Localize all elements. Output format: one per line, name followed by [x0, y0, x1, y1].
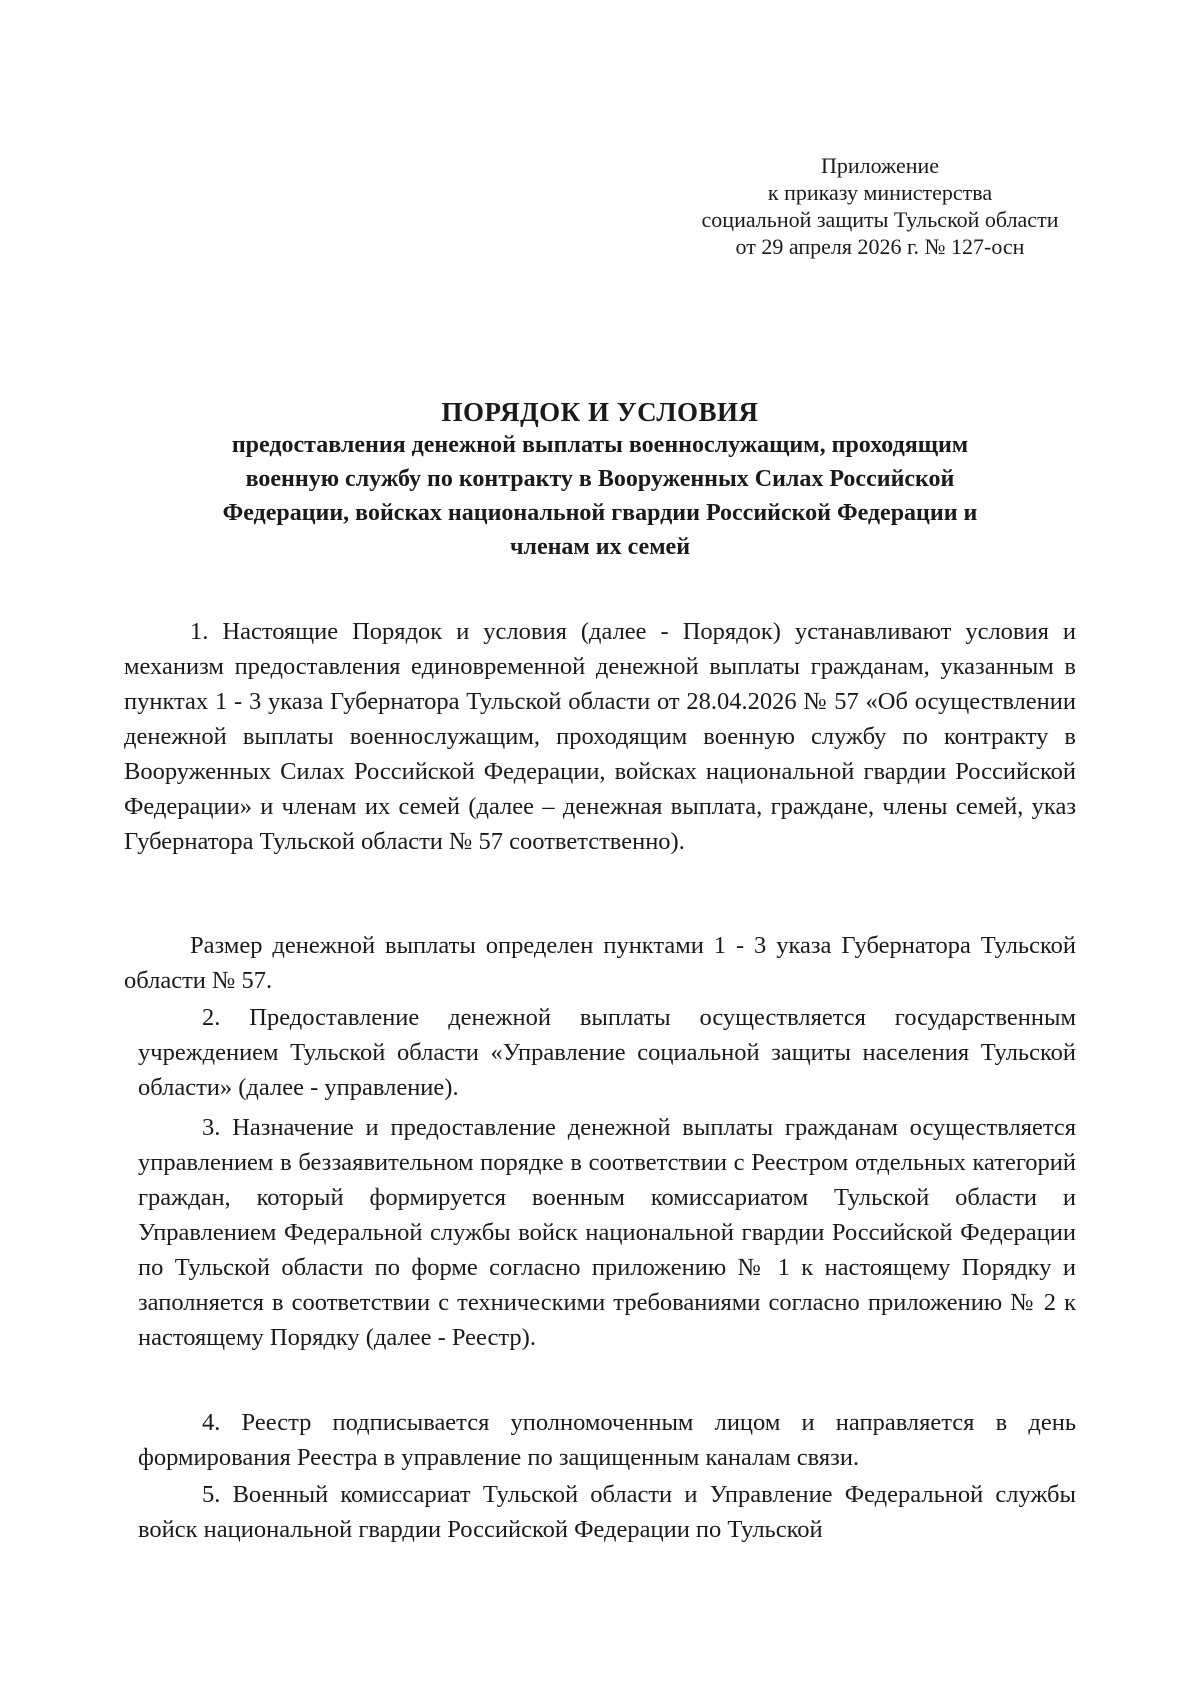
title-sub-line: военную службу по контракту в Вооруженных Силах Российской [245, 466, 955, 492]
title-sub-line: членам их семей [509, 534, 691, 560]
paragraph-1-size [124, 928, 1076, 998]
appendix-line-3: социальной защиты Тульской области [701, 207, 1059, 232]
appendix-header [660, 152, 1100, 260]
paragraph-2 [138, 1000, 1076, 1105]
paragraph-1-text: 1. Настоящие Порядок и условия (далее - Порядок) устанавливают условия и механизм предоставления единовременной денежной выплаты гражданам, указанным в пунктах 1 - 3 указа Губернатора Тульской области от 28.04.2026 № 57 «Об осуществлении денежной выплаты военнослужащим, проходящим военную службу по контракту в Вооруженных Силах Российской Федерации, войсках национальной гвардии Российской Федерации» и членам их семей (далее – денежная выплата, граждане, члены семей, указ Губернатора Тульской области № 57 соответственно). [124, 618, 1076, 855]
paragraph-5-text: 5. Военный комиссариат Тульской области и Управление Федеральной службы войск национальной гвардии Российской Федерации по Тульской [138, 1481, 1076, 1543]
paragraph-2-text: 2. Предоставление денежной выплаты осуществляется государственным учреждением Тульской области «Управление социальной защиты населения Тульской области» (далее - управление). [138, 1004, 1076, 1101]
paragraph-3-text: 3. Назначение и предоставление денежной выплаты гражданам осуществляется управлением в беззаявительном порядке в соответствии с Реестром отдельных категорий граждан, который формируется военным комиссариатом Тульской области и Управлением Федеральной службы войск национальной гвардии Российской Федерации по Тульской области по форме согласно приложению № 1 к настоящему Порядку и заполняется в соответствии с техническими требованиями согласно приложению № 2 к настоящему Порядку (далее - Реестр). [138, 1114, 1076, 1351]
paragraph-5 [138, 1477, 1076, 1547]
title-main: ПОРЯДОК И УСЛОВИЯ [441, 397, 759, 427]
paragraph-3 [138, 1110, 1076, 1355]
title-sub-line: предоставления денежной выплаты военнослужащим, проходящим [231, 432, 969, 458]
appendix-line-2: к приказу министерства [767, 180, 993, 205]
paragraph-4 [138, 1405, 1076, 1475]
title-sub-line: Федерации, войсках национальной гвардии Российской Федерации и [222, 500, 978, 526]
paragraph-1-size-text: Размер денежной выплаты определен пунктами 1 - 3 указа Губернатора Тульской области № 57. [124, 932, 1076, 994]
paragraph-1 [124, 614, 1076, 859]
document-title [150, 396, 1050, 564]
appendix-line-4: от 29 апреля 2026 г. № 127-осн [735, 234, 1025, 259]
paragraph-4-text: 4. Реестр подписывается уполномоченным лицом и направляется в день формирования Реестра в управление по защищенным каналам связи. [138, 1409, 1076, 1471]
title-subtitle [150, 428, 1050, 564]
appendix-line-1: Приложение [820, 153, 940, 178]
